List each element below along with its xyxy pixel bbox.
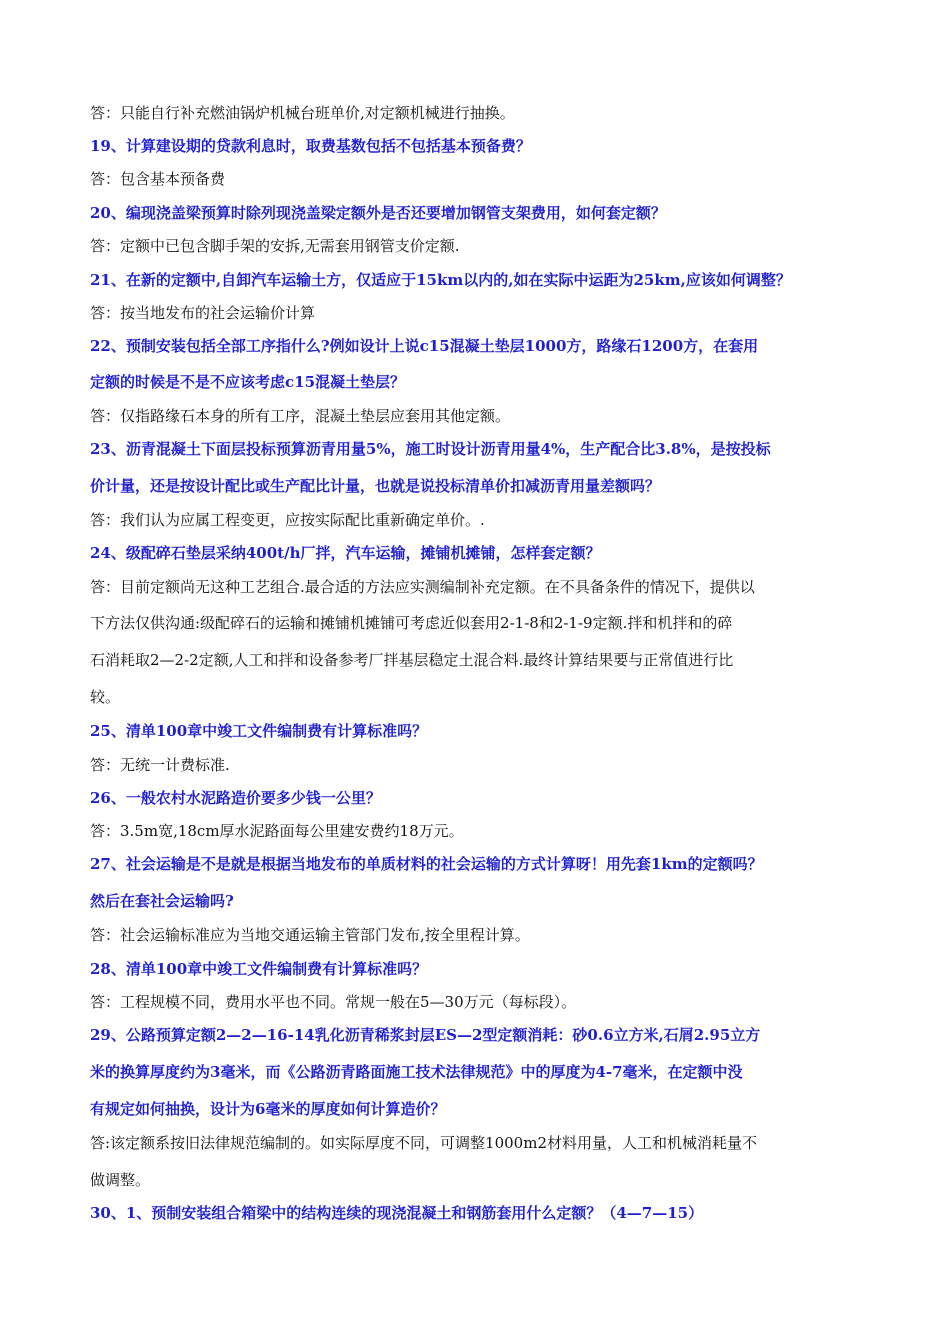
question-26: 26、一般农村水泥路造价要多少钱一公里？ <box>90 789 381 807</box>
question-29-cont-2: 有规定如何抽换，设计为6毫米的厚度如何计算造价？ <box>90 1100 446 1118</box>
question-29-cont-1: 米的换算厚度约为3毫米，而《公路沥青路面施工技术法律规范》中的厚度为4-7毫米，在定额中没 <box>90 1063 743 1081</box>
answer-26: 答：3.5m宽,18cm厚水泥路面每公里建安费约18万元。 <box>90 822 464 840</box>
answer-24: 答：目前定额尚无这种工艺组合.最合适的方法应实测编制补充定额。在不具备条件的情况下，提供以 <box>90 578 755 596</box>
answer-29: 答:该定额系按旧法律规范编制的。如实际厚度不同，可调整1000m2材料用量，人工和机械消耗量不 <box>90 1134 757 1152</box>
question-29: 29、公路预算定额2—2—16-14乳化沥青稀浆封层ES—2型定额消耗：砂0.6立方米,石屑2.95立方 <box>90 1026 761 1044</box>
question-22-cont: 定额的时候是不是不应该考虑c15混凝土垫层？ <box>90 373 406 391</box>
answer-28: 答：工程规模不同，费用水平也不同。常规一般在5—30万元（每标段）。 <box>90 993 577 1011</box>
question-21: 21、在新的定额中,自卸汽车运输土方，仅适应于15km以内的,如在实际中运距为25km,应该如何调整？ <box>90 271 791 289</box>
question-27: 27、社会运输是不是就是根据当地发布的单质材料的社会运输的方式计算呀！用先套1km的定额吗？ <box>90 855 763 873</box>
answer-24-cont-1: 下方法仅供沟通:级配碎石的运输和摊铺机摊铺可考虑近似套用2-1-8和2-1-9定额.拌和机拌和的碎 <box>90 614 733 632</box>
question-20: 20、编现浇盖梁预算时除列现浇盖梁定额外是否还要增加钢管支架费用，如何套定额？ <box>90 204 666 222</box>
answer-19: 答：包含基本预备费 <box>90 170 226 188</box>
answer-22: 答：仅指路缘石本身的所有工序，混凝土垫层应套用其他定额。 <box>90 407 511 425</box>
question-25: 25、清单100章中竣工文件编制费有计算标准吗？ <box>90 722 428 740</box>
question-30: 30、1、预制安装组合箱梁中的结构连续的现浇混凝土和钢筋套用什么定额？（4—7—15） <box>90 1204 704 1222</box>
answer-20: 答：定额中已包含脚手架的安拆,无需套用钢管支价定额. <box>90 237 460 255</box>
answer-21: 答：按当地发布的社会运输价计算 <box>90 304 316 322</box>
answer-18: 答：只能自行补充燃油锅炉机械台班单价,对定额机械进行抽换。 <box>90 104 515 122</box>
answer-23: 答：我们认为应属工程变更，应按实际配比重新确定单价。. <box>90 511 485 529</box>
answer-25: 答：无统一计费标准. <box>90 756 230 774</box>
question-23: 23、沥青混凝土下面层投标预算沥青用量5%，施工时设计沥青用量4%，生产配合比3.8%，是按投标 <box>90 440 771 458</box>
question-23-cont: 价计量，还是按设计配比或生产配比计量，也就是说投标清单价扣减沥青用量差额吗？ <box>90 477 661 495</box>
question-27-cont: 然后在套社会运输吗? <box>90 892 234 910</box>
question-28: 28、清单100章中竣工文件编制费有计算标准吗？ <box>90 960 428 978</box>
question-22: 22、预制安装包括全部工序指什么?例如设计上说c15混凝土垫层1000方，路缘石1200方，在套用 <box>90 337 759 355</box>
answer-29-cont: 做调整。 <box>90 1171 151 1189</box>
question-19: 19、计算建设期的贷款利息时，取费基数包括不包括基本预备费？ <box>90 137 531 155</box>
answer-27: 答：社会运输标准应为当地交通运输主管部门发布,按全里程计算。 <box>90 926 530 944</box>
question-24: 24、级配碎石垫层采纳400t/h厂拌，汽车运输，摊铺机摊铺，怎样套定额？ <box>90 544 601 562</box>
answer-24-cont-2: 石消耗取2—2-2定额,人工和拌和设备参考厂拌基层稳定土混合料.最终计算结果要与正常值进行比 <box>90 651 734 669</box>
answer-24-cont-3: 较。 <box>90 688 121 706</box>
